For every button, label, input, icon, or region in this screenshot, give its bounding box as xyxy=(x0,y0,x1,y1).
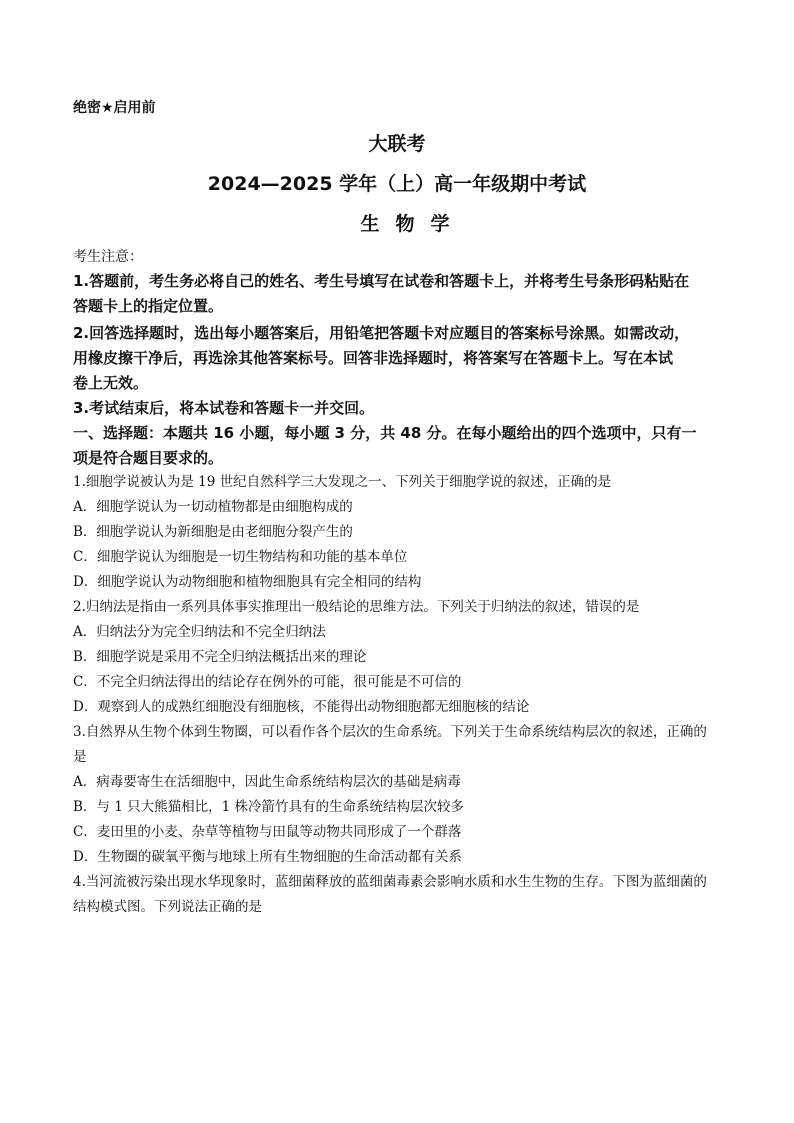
question-2-option-b: B．细胞学说是采用不完全归纳法概括出来的理论 xyxy=(73,649,367,665)
notice-item-2-line-1: 2.回答选择题时，选出每小题答案后，用铅笔把答题卡对应题目的答案标号涂黑。如需改动， xyxy=(73,324,690,342)
notice-item-3: 3.考试结束后，将本试卷和答题卡一并交回。 xyxy=(73,399,375,417)
question-2-stem: 2.归纳法是指由一系列具体事实推理出一般结论的思维方法。下列关于归纳法的叙述，错误的是 xyxy=(73,599,640,615)
exam-org: 大联考 xyxy=(368,133,426,155)
question-2-option-a: A．归纳法分为完全归纳法和不完全归纳法 xyxy=(73,624,326,640)
notice-item-1-line-1: 1.答题前，考生务必将自己的姓名、考生号填写在试卷和答题卡上，并将考生号条形码粘贴在 xyxy=(73,272,690,290)
question-3-option-b: B．与 1 只大熊猫相比，1 株冷箭竹具有的生命系统结构层次较多 xyxy=(73,799,464,815)
notice-heading: 考生注意： xyxy=(73,249,143,265)
question-3-option-a: A．病毒要寄生在活细胞中，因此生命系统结构层次的基础是病毒 xyxy=(73,774,461,790)
question-4-stem-line-2: 结构模式图。下列说法正确的是 xyxy=(73,899,262,915)
question-2-option-d: D．观察到人的成熟红细胞没有细胞核，不能得出动物细胞都无细胞核的结论 xyxy=(73,699,530,715)
section-1-heading-line-1: 一、选择题：本题共 16 小题，每小题 3 分，共 48 分。在每小题给出的四个选项中，只有一 xyxy=(73,424,697,442)
question-1-stem: 1.细胞学说被认为是 19 世纪自然科学三大发现之一、下列关于细胞学说的叙述，正确的是 xyxy=(73,474,612,490)
question-3-stem-line-1: 3.自然界从生物个体到生物圈，可以看作各个层次的生命系统。下列关于生命系统结构层次的叙述，正确的 xyxy=(73,724,707,740)
question-1-option-a: A．细胞学说认为一切动植物都是由细胞构成的 xyxy=(73,499,353,515)
subject-title: 生物学 xyxy=(360,213,466,235)
question-1-option-c: C．细胞学说认为细胞是一切生物结构和功能的基本单位 xyxy=(73,549,408,565)
question-3-option-d: D．生物圈的碳氧平衡与地球上所有生物细胞的生命活动都有关系 xyxy=(73,849,462,865)
question-3-stem-line-2: 是 xyxy=(73,749,87,765)
notice-item-2-line-2: 用橡皮擦干净后，再选涂其他答案标号。回答非选择题时，将答案写在答题卡上。写在本试 xyxy=(73,349,674,367)
exam-title: 2024—2025 学年（上）高一年级期中考试 xyxy=(207,173,587,195)
confidential-label: 绝密★启用前 xyxy=(73,100,156,116)
question-1-option-d: D．细胞学说认为动物细胞和植物细胞具有完全相同的结构 xyxy=(73,574,422,590)
question-4-stem-line-1: 4.当河流被污染出现水华现象时，蓝细菌释放的蓝细菌毒素会影响水质和水生生物的生存。下图为蓝细菌的 xyxy=(73,874,707,890)
question-2-option-c: C．不完全归纳法得出的结论存在例外的可能，很可能是不可信的 xyxy=(73,674,462,690)
section-1-heading-line-2: 项是符合题目要求的。 xyxy=(73,449,224,467)
question-1-option-b: B．细胞学说认为新细胞是由老细胞分裂产生的 xyxy=(73,524,353,540)
notice-item-1-line-2: 答题卡上的指定位置。 xyxy=(73,297,224,315)
notice-item-2-line-3: 卷上无效。 xyxy=(73,374,149,392)
question-3-option-c: C．麦田里的小麦、杂草等植物与田鼠等动物共同形成了一个群落 xyxy=(73,824,462,840)
